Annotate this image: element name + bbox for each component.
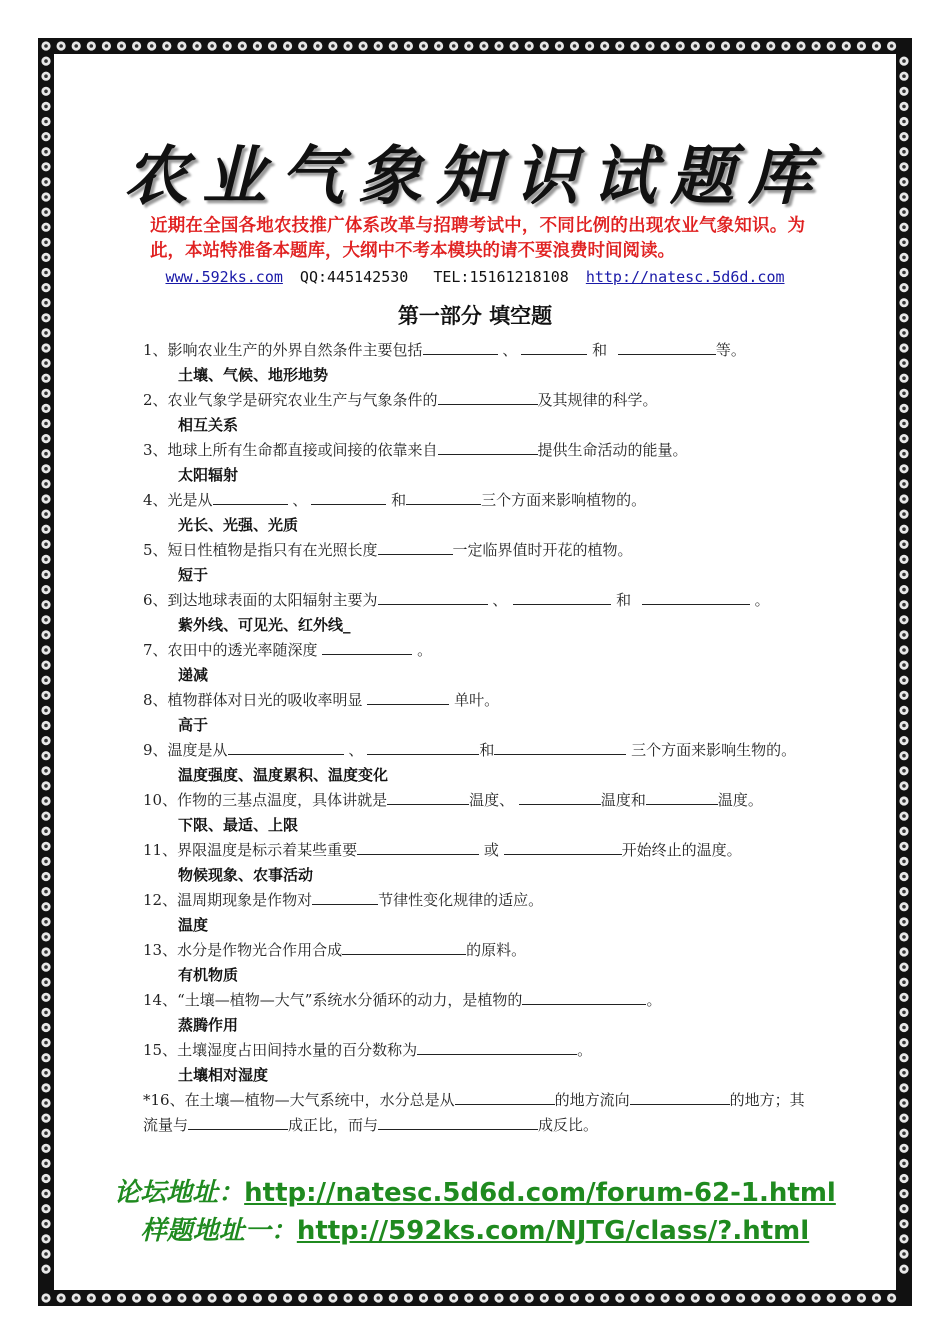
answer-text: 温度强度、温度累积、温度变化: [178, 766, 389, 784]
question-item: 8、植物群体对日光的吸收率明显 单叶。: [143, 688, 808, 713]
forum-address: [0, 1172, 950, 1209]
answer-text: 光长、光强、光质: [178, 516, 299, 534]
question-item: 10、作物的三基点温度，具体讲就是 温度、 温度和 温度。: [143, 788, 808, 813]
question-item: 15、土壤湿度占田间持水量的百分数称为 。: [143, 1038, 808, 1063]
answer-blank[interactable]: [438, 388, 538, 405]
question-item: 6、到达地球表面的太阳辐射主要为 、 和 。: [143, 588, 808, 613]
answer-blank[interactable]: [378, 588, 488, 605]
answer-text: 短于: [178, 566, 209, 584]
question-item: 7、农田中的透光率随深度 。: [143, 638, 808, 663]
question-item: 14、“土壤—植物—大气”系统水分循环的动力，是植物的 。: [143, 988, 808, 1013]
sample-address-label: 样题地址一：: [140, 1216, 297, 1246]
forum-link[interactable]: http://natesc.5d6d.com: [585, 268, 785, 286]
contact-line: [0, 268, 950, 286]
site-link[interactable]: www.592ks.com: [165, 268, 283, 286]
answer-blank[interactable]: [188, 1113, 288, 1130]
answer-blank[interactable]: [213, 488, 288, 505]
answer-blank[interactable]: [357, 838, 479, 855]
answer-blank[interactable]: [513, 588, 611, 605]
forum-address-link[interactable]: http://natesc.5d6d.com/forum-62-1.html: [244, 1178, 836, 1208]
answer-blank[interactable]: [387, 788, 469, 805]
sample-address: [0, 1210, 950, 1247]
answer-blank[interactable]: [311, 488, 386, 505]
answer-text: 太阳辐射: [178, 466, 239, 484]
answer-text: 土壤、气候、地形地势: [178, 366, 329, 384]
answer-blank[interactable]: [438, 438, 538, 455]
question-item: *16、在土壤—植物—大气系统中，水分总是从 的地方流向 的地方；其流量与 成正比，而与 成反比。: [143, 1088, 808, 1138]
answer-blank[interactable]: [378, 538, 453, 555]
answer-blank[interactable]: [367, 688, 449, 705]
answer-text: 高于: [178, 716, 209, 734]
sample-address-link[interactable]: http://592ks.com/NJTG/class/?.html: [296, 1216, 810, 1246]
forum-address-label: 论坛地址：: [114, 1178, 245, 1208]
answer-blank[interactable]: [646, 788, 718, 805]
answer-blank[interactable]: [406, 488, 481, 505]
answer-blank[interactable]: [494, 738, 626, 755]
answer-text: 土壤相对湿度: [178, 1066, 269, 1084]
question-item: 1、影响农业生产的外界自然条件主要包括 、 和 等。: [143, 338, 808, 363]
answer-blank[interactable]: [522, 988, 646, 1005]
answer-text: 有机物质: [178, 966, 239, 984]
answer-blank[interactable]: [519, 788, 601, 805]
answer-blank[interactable]: [367, 738, 479, 755]
question-item: 2、农业气象学是研究农业生产与气象条件的 及其规律的科学。: [143, 388, 808, 413]
question-list: [143, 338, 808, 1138]
answer-blank[interactable]: [618, 338, 716, 355]
answer-blank[interactable]: [417, 1038, 577, 1055]
tel-number: TEL:15161218108: [433, 268, 569, 286]
question-item: 4、光是从 、 和 三个方面来影响植物的。: [143, 488, 808, 513]
answer-blank[interactable]: [455, 1088, 555, 1105]
answer-blank[interactable]: [378, 1113, 538, 1130]
answer-text: 紫外线、可见光、红外线_: [178, 616, 351, 634]
answer-text: 下限、最适、上限: [178, 816, 299, 834]
answer-text: 蒸腾作用: [178, 1016, 239, 1034]
question-item: 12、温周期现象是作物对 节律性变化规律的适应。: [143, 888, 808, 913]
answer-blank[interactable]: [630, 1088, 730, 1105]
answer-blank[interactable]: [642, 588, 750, 605]
answer-text: 相互关系: [178, 416, 239, 434]
answer-blank[interactable]: [312, 888, 378, 905]
qq-number: QQ:445142530: [299, 268, 409, 286]
answer-text: 温度: [178, 916, 209, 934]
answer-blank[interactable]: [342, 938, 466, 955]
page-title: 农业气象知识试题库: [124, 139, 826, 214]
answer-blank[interactable]: [521, 338, 587, 355]
question-item: 11、界限温度是标示着某些重要 或 开始终止的温度。: [143, 838, 808, 863]
answer-text: 递减: [178, 666, 209, 684]
question-item: 9、温度是从 、 和 三个方面来影响生物的。: [143, 738, 808, 763]
answer-text: 物候现象、农事活动: [178, 866, 314, 884]
answer-blank[interactable]: [504, 838, 622, 855]
intro-notice: 近期在全国各地农技推广体系改革与招聘考试中，不同比例的出现农业气象知识。为此，本站特准备本题库，大纲中不考本模块的请不要浪费时间阅读。: [150, 216, 805, 261]
question-item: 13、水分是作物光合作用合成 的原料。: [143, 938, 808, 963]
answer-blank[interactable]: [322, 638, 412, 655]
section-title: 第一部分 填空题: [397, 304, 553, 328]
answer-blank[interactable]: [423, 338, 498, 355]
question-item: 5、短日性植物是指只有在光照长度 一定临界值时开花的植物。: [143, 538, 808, 563]
answer-blank[interactable]: [228, 738, 344, 755]
question-item: 3、地球上所有生命都直接或间接的依靠来自 提供生命活动的能量。: [143, 438, 808, 463]
